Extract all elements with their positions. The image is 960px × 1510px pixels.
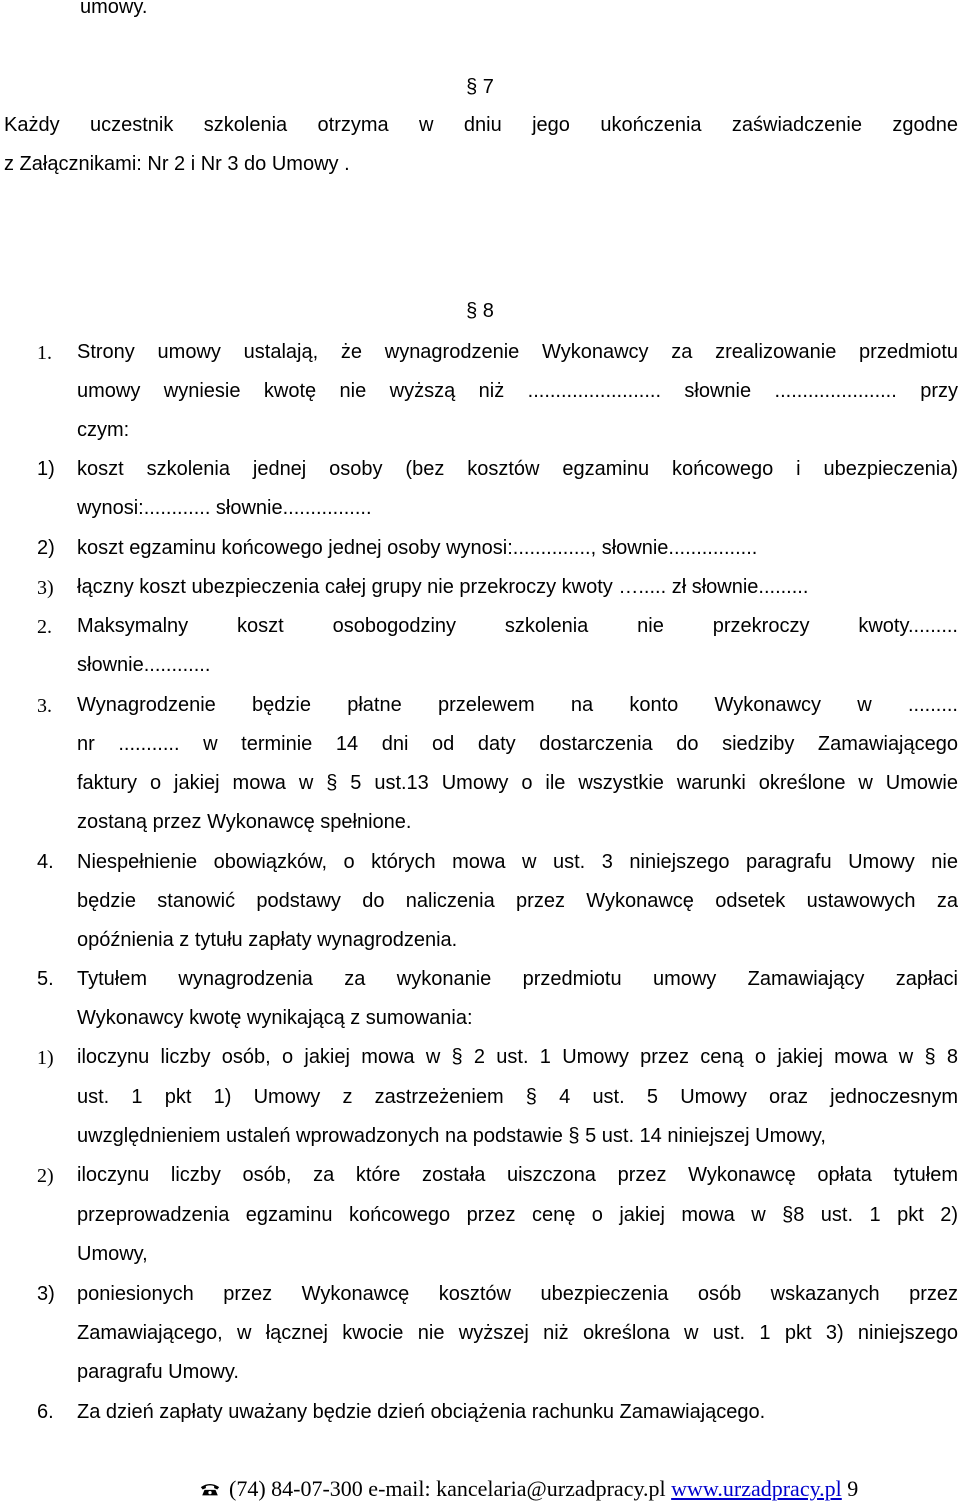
section-7-heading: § 7 xyxy=(466,76,494,98)
p5-line-2: Wykonawcy kwotę wynikającą z sumowania: xyxy=(77,1007,473,1029)
p4-line-2: będzie stanowić podstawy do naliczenia przez Wykonawcę odsetek ustawowych za xyxy=(77,890,958,912)
p5-sub-2-line-2: przeprowadzenia egzaminu końcowego przez cenę o jakiej mowa w §8 ust. 1 pkt 2) xyxy=(77,1204,958,1226)
p1-line-3: czym: xyxy=(77,419,130,441)
p1-sub-3-line-1: łączny koszt ubezpieczenia całej grupy nie przekroczy kwoty …..... zł słownie......... xyxy=(77,576,809,598)
p5-line-1: Tytułem wynagrodzenia za wykonanie przedmiotu umowy Zamawiający zapłaci xyxy=(77,968,958,990)
page-footer xyxy=(199,1476,858,1502)
p2-line-2: słownie............ xyxy=(77,654,211,676)
item-number-1: 1. xyxy=(37,342,52,364)
page-number: 9 xyxy=(847,1476,859,1501)
website-link[interactable]: www.urzadpracy.pl xyxy=(671,1476,842,1501)
p5-sub-1-number: 1) xyxy=(37,1047,54,1069)
item-number-5: 5. xyxy=(37,968,54,990)
p1-sub-1-line-1: koszt szkolenia jednej osoby (bez kosztów egzaminu końcowego i ubezpieczenia) xyxy=(77,458,958,480)
p5-sub-1-line-1: iloczynu liczby osób, o jakiej mowa w § 2 ust. 1 Umowy przez ceną o jakiej mowa w § 8 xyxy=(77,1046,958,1068)
p5-sub-3-line-3: paragrafu Umowy. xyxy=(77,1361,239,1383)
item-number-4: 4. xyxy=(37,851,54,873)
p5-sub-2-line-1: iloczynu liczby osób, za które została uiszczona przez Wykonawcę opłata tytułem xyxy=(77,1164,958,1186)
footer-contact: (74) 84-07-300 e-mail: kancelaria@urzadpracy.pl xyxy=(229,1476,666,1501)
p5-sub-2-number: 2) xyxy=(37,1165,54,1187)
p2-line-1: Maksymalny koszt osobogodziny szkolenia nie przekroczy kwoty......... xyxy=(77,615,958,637)
section-8-heading: § 8 xyxy=(466,300,494,322)
p3-line-3: faktury o jakiej mowa w § 5 ust.13 Umowy o ile wszystkie warunki określone w Umowie xyxy=(77,772,958,794)
item-number-2: 2. xyxy=(37,616,52,638)
section-7-line-2: z Załącznikami: Nr 2 i Nr 3 do Umowy . xyxy=(4,153,350,175)
p3-line-4: zostaną przez Wykonawcę spełnione. xyxy=(77,811,412,833)
p3-line-2: nr ........... w terminie 14 dni od daty dostarczenia do siedziby Zamawiającego xyxy=(77,733,958,755)
item-number-6: 6. xyxy=(37,1401,54,1423)
p5-sub-3-line-2: Zamawiającego, w łącznej kwocie nie wyższej niż określona w ust. 1 pkt 3) niniejszego xyxy=(77,1322,958,1344)
telephone-icon xyxy=(199,1481,221,1497)
item-number-3: 3. xyxy=(37,695,52,717)
p1-sub-1-number: 1) xyxy=(37,458,55,480)
p1-sub-2-line-1: koszt egzaminu końcowego jednej osoby wynosi:.............., słownie................ xyxy=(77,537,758,559)
p1-sub-3-number: 3) xyxy=(37,577,54,599)
p4-line-1: Niespełnienie obowiązków, o których mowa w ust. 3 niniejszego paragrafu Umowy nie xyxy=(77,851,958,873)
p5-sub-1-line-3: uwzględnieniem ustaleń wprowadzonych na podstawie § 5 ust. 14 niniejszej Umowy, xyxy=(77,1125,826,1147)
p5-sub-2-line-3: Umowy, xyxy=(77,1243,148,1265)
p5-sub-3-number: 3) xyxy=(37,1283,55,1305)
p3-line-1: Wynagrodzenie będzie płatne przelewem na konto Wykonawcy w ......... xyxy=(77,694,958,716)
p1-sub-2-number: 2) xyxy=(37,537,55,559)
p6-line-1: Za dzień zapłaty uważany będzie dzień obciążenia rachunku Zamawiającego. xyxy=(77,1401,766,1423)
p1-line-1: Strony umowy ustalają, że wynagrodzenie Wykonawcy za zrealizowanie przedmiotu xyxy=(77,341,958,363)
p5-sub-3-line-1: poniesionych przez Wykonawcę kosztów ubezpieczenia osób wskazanych przez xyxy=(77,1283,958,1305)
previous-page-fragment: umowy. xyxy=(80,0,148,18)
p1-sub-1-line-2: wynosi:............ słownie................ xyxy=(77,497,372,519)
section-7-line-1: Każdy uczestnik szkolenia otrzyma w dniu jego ukończenia zaświadczenie zgodne xyxy=(4,114,958,136)
p4-line-3: opóźnienia z tytułu zapłaty wynagrodzenia. xyxy=(77,929,458,951)
p1-line-2: umowy wyniesie kwotę nie wyższą niż ........................ słownie ...................... przy xyxy=(77,380,958,402)
p5-sub-1-line-2: ust. 1 pkt 1) Umowy z zastrzeżeniem § 4 ust. 5 Umowy oraz jednoczesnym xyxy=(77,1086,958,1108)
